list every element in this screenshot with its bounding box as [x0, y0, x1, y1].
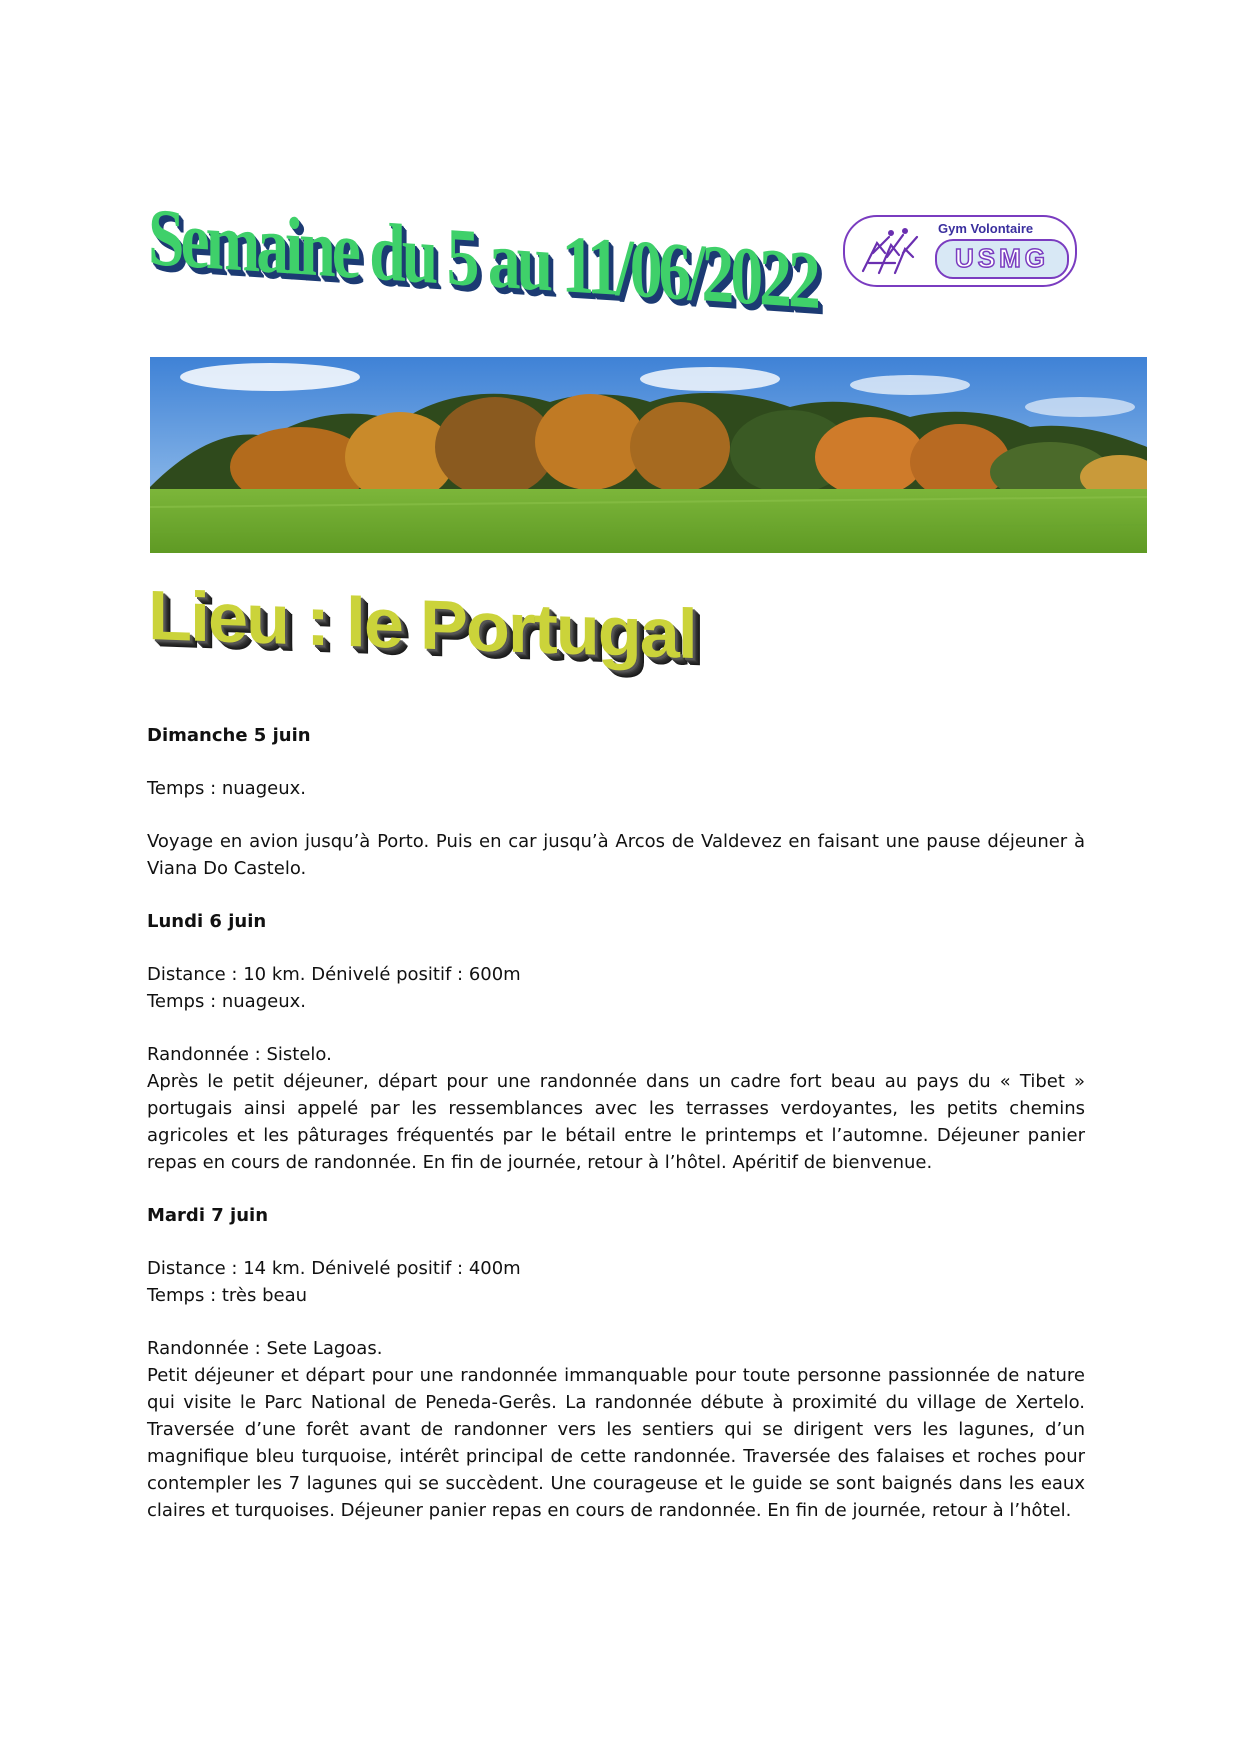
- weather-text: Temps : nuageux.: [147, 991, 306, 1012]
- logo-badge: [935, 239, 1069, 279]
- weather-text: Temps : nuageux.: [147, 778, 306, 799]
- gymnast-figures-icon: [855, 223, 925, 279]
- hike-name: Randonnée : Sete Lagoas.: [147, 1338, 383, 1359]
- location-heading: Lieu : le Portugal: [148, 576, 696, 674]
- day-title: Lundi 6 juin: [147, 911, 267, 932]
- day-description: Après le petit déjeuner, départ pour une randonnée dans un cadre fort beau au pays du « Tibet » portugais ainsi appelé par les ressemblances avec les terrasses verdoyantes, les petits chemins agricoles et les pâturages fréquentés par le bétail entre le printemps et l’automne. Déjeuner panier repas en cours de randonnée. En fin de journée, retour à l’hôtel. Apéritif de bienvenue.: [147, 1071, 1085, 1173]
- distance-text: Distance : 14 km. Dénivelé positif : 400m: [147, 1258, 521, 1279]
- day-description: Voyage en avion jusqu’à Porto. Puis en car jusqu’à Arcos de Valdevez en faisant une pause déjeuner à Viana Do Castelo.: [147, 831, 1085, 879]
- day-title: Dimanche 5 juin: [147, 725, 311, 746]
- day-title: Mardi 7 juin: [147, 1205, 269, 1226]
- itinerary-body: [147, 722, 1085, 1550]
- logo-text: USMG: [955, 243, 1049, 273]
- hike-name: Randonnée : Sistelo.: [147, 1044, 332, 1065]
- distance-text: Distance : 10 km. Dénivelé positif : 600m: [147, 964, 521, 985]
- day-description: Petit déjeuner et départ pour une randonnée immanquable pour toute personne passionnée de nature qui visite le Parc National de Peneda-Gerês. La randonnée débute à proximité du village de Xertelo. Traversée d’une forêt avant de randonner vers les sentiers qui se dirigent vers les lagunes, d’un magnifique bleu turquoise, intérêt principal de cette randonnée. Traversée des falaises et roches pour contempler les 7 lagunes qui se succèdent. Une courageuse et le guide se sont baignés dans les eaux claires et turquoises. Déjeuner panier repas en cours de randonnée. En fin de journée, retour à l’hôtel.: [147, 1365, 1085, 1521]
- club-logo: [843, 215, 1077, 287]
- logo-subtitle: Gym Volontaire: [938, 221, 1034, 236]
- autumn-forest-landscape: [150, 357, 1147, 553]
- weather-text: Temps : très beau: [147, 1285, 308, 1306]
- page-title: Semaine du 5 au 11/06/2022: [148, 191, 817, 326]
